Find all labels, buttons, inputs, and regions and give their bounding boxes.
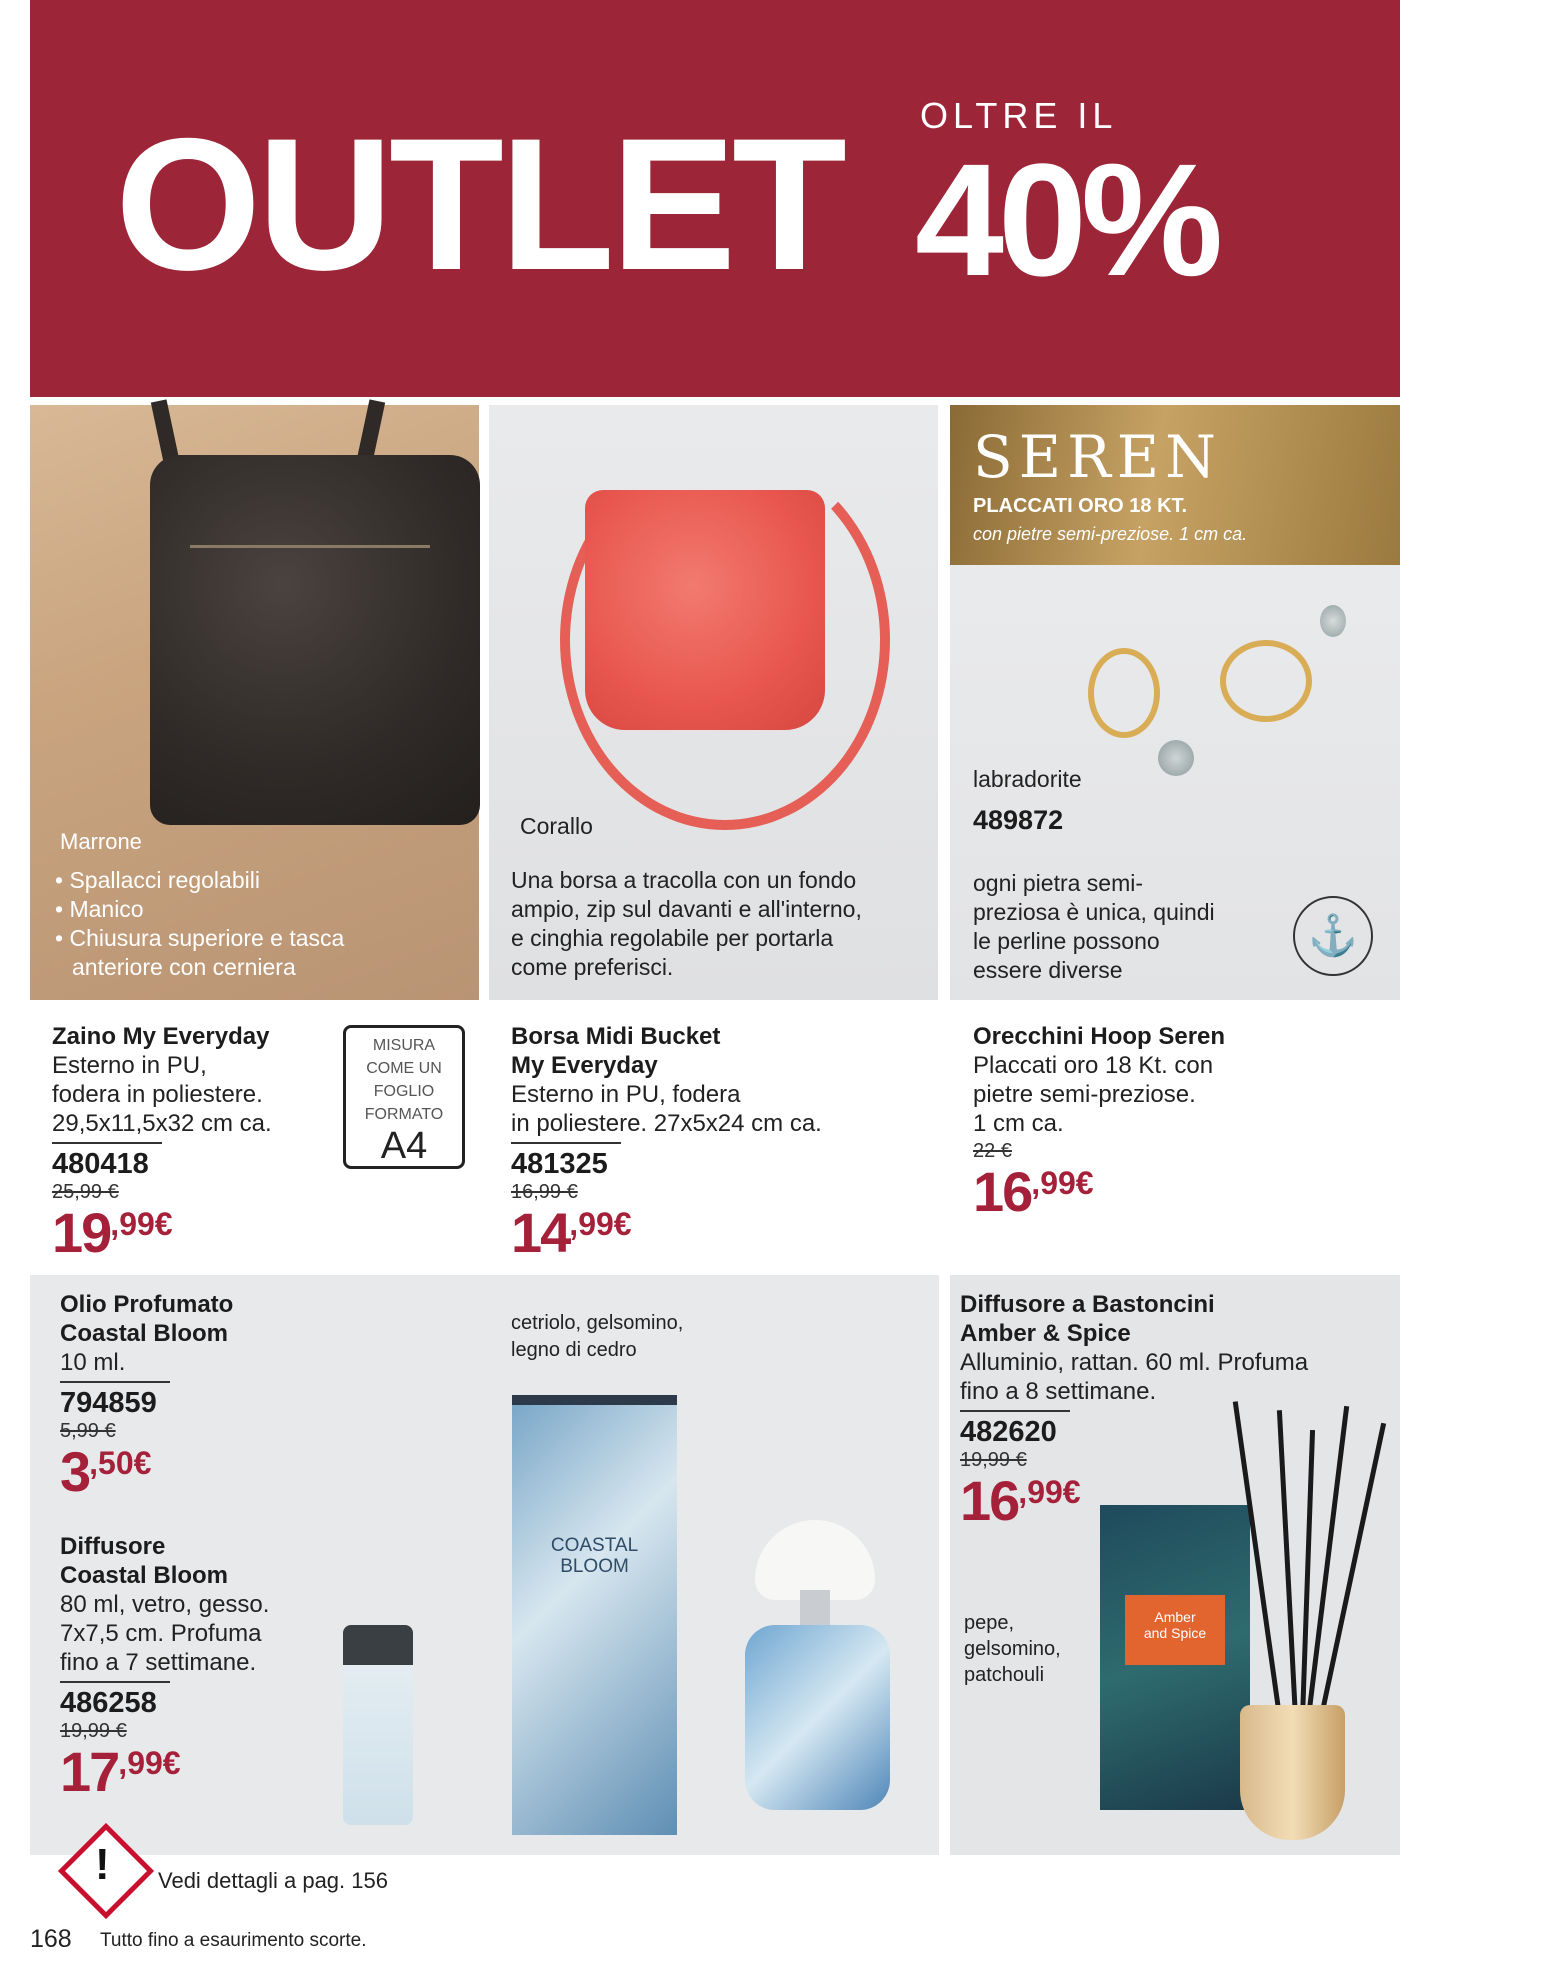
divider — [60, 1381, 170, 1383]
earring-note: ogni pietra semi- preziosa è unica, quindi le perline possono essere diverse — [973, 870, 1215, 983]
bag-code: 481325 — [511, 1148, 608, 1180]
exclamation-icon: ! — [95, 1840, 110, 1889]
stock-note: Tutto fino a esaurimento scorte. — [100, 1930, 367, 1951]
reed-diffuser-price: 16,99€ — [960, 1469, 1081, 1532]
amber-notes: pepe, gelsomino, patchouli — [964, 1612, 1061, 1686]
anchor-protect-icon: ⚓ — [1293, 896, 1373, 976]
feature-item: • Manico — [55, 896, 144, 922]
earring-gem-right — [1320, 605, 1346, 637]
a4-size-badge — [343, 1025, 465, 1169]
earring-stone: labradorite — [973, 766, 1082, 792]
diffuser-code: 486258 — [60, 1687, 157, 1719]
banner-oltre: OLTRE IL — [920, 95, 1118, 136]
oil-code: 794859 — [60, 1387, 157, 1419]
diffuser-old-price: 19,99 € — [60, 1720, 127, 1742]
amber-diffuser-cup — [1240, 1705, 1345, 1840]
backpack-image — [150, 455, 480, 825]
earring-stone-code: 489872 — [973, 805, 1064, 835]
earring-left — [1088, 648, 1160, 738]
feature-item: • Chiusura superiore e tasca — [55, 925, 345, 951]
backpack-color: Marrone — [60, 829, 142, 854]
bag-price: 14,99€ — [511, 1201, 632, 1264]
feature-item: • Spallacci regolabili — [55, 867, 260, 893]
backpack-zip — [190, 545, 430, 548]
oil-price: 3,50€ — [60, 1440, 152, 1503]
reed-diffuser-old-price: 19,99 € — [960, 1449, 1027, 1471]
bag-image — [585, 490, 825, 730]
divider — [960, 1410, 1070, 1412]
earring-right — [1220, 640, 1312, 722]
reed-diffuser-code: 482620 — [960, 1416, 1057, 1448]
details-note: Vedi dettagli a pag. 156 — [158, 1868, 388, 1893]
coastal-box-image — [512, 1395, 677, 1835]
amber-box-label: Amber and Spice — [1125, 1595, 1225, 1665]
feature-item: anteriore con cerniera — [72, 954, 296, 980]
amber-box-image — [1100, 1505, 1250, 1810]
seren-subtitle-2: con pietre semi-preziose. 1 cm ca. — [973, 524, 1248, 544]
page-number: 168 — [30, 1925, 72, 1953]
a4-label: A4 — [380, 1125, 428, 1167]
bag-blurb: Una borsa a tracolla con un fondo ampio, zip sul davanti e all'interno, e cinghia regolabile per portarla come preferisci. — [511, 867, 862, 980]
divider — [511, 1142, 621, 1144]
diffuser-price: 17,99€ — [60, 1740, 181, 1803]
banner-percent: 40% — [915, 130, 1218, 309]
seren-subtitle: PLACCATI ORO 18 KT. — [973, 495, 1188, 517]
backpack-old-price: 25,99 € — [52, 1181, 119, 1203]
oil-bottle-cap — [343, 1625, 413, 1665]
diffuser-bottle-image — [745, 1625, 890, 1810]
oil-info: Olio Profumato Coastal Bloom 10 ml. 794859 5,99 € 3,50€ — [60, 1291, 234, 1503]
earrings-old-price: 22 € — [973, 1140, 1012, 1162]
backpack-features — [55, 866, 344, 982]
divider — [52, 1142, 162, 1144]
divider — [60, 1681, 170, 1683]
oil-old-price: 5,99 € — [60, 1420, 116, 1442]
earrings-price: 16,99€ — [973, 1160, 1094, 1223]
earrings-info: Orecchini Hoop Seren Placcati oro 18 Kt. con pietre semi-preziose. 1 cm ca. 22 € 16,99€ — [973, 1023, 1226, 1223]
diffuser-neck — [800, 1590, 830, 1630]
bag-color: Corallo — [520, 813, 593, 839]
seren-brand-band — [950, 405, 1400, 565]
banner-outlet-title: OUTLET — [115, 99, 843, 309]
backpack-name: Zaino My Everyday — [52, 1023, 270, 1050]
reed-diffuser-info: Diffusore a Bastoncini Amber & Spice Alluminio, rattan. 60 ml. Profuma fino a 8 settimane. 482620 19,99 € 16,99€ — [960, 1291, 1309, 1532]
a4-caption: MISURA COME UN FOGLIO FORMATO — [364, 1037, 444, 1123]
seren-logo: SEREN — [973, 423, 1222, 491]
backpack-code: 480418 — [52, 1148, 149, 1180]
bag-info: Borsa Midi Bucket My Everyday Esterno in PU, fodera in poliestere. 27x5x24 cm ca. 481325 16,99 € 14,99€ — [511, 1023, 822, 1264]
backpack-price: 19,99€ — [52, 1201, 173, 1264]
diffuser-info: Diffusore Coastal Bloom 80 ml, vetro, gesso. 7x7,5 cm. Profuma fino a 7 settimane. 486258 19,99 € 17,99€ — [60, 1533, 270, 1803]
bag-old-price: 16,99 € — [511, 1181, 578, 1203]
coastal-box-label: COASTAL BLOOM — [550, 1535, 639, 1577]
backpack-info: Zaino My Everyday Esterno in PU, fodera in poliestere. 29,5x11,5x32 cm ca. 480418 25,99 € 19,99€ — [52, 1023, 272, 1264]
coastal-notes: cetriolo, gelsomino, legno di cedro — [511, 1312, 684, 1361]
earrings-name: Orecchini Hoop Seren — [973, 1023, 1226, 1050]
earring-gem-left — [1158, 740, 1194, 776]
outlet-banner — [30, 0, 1400, 397]
